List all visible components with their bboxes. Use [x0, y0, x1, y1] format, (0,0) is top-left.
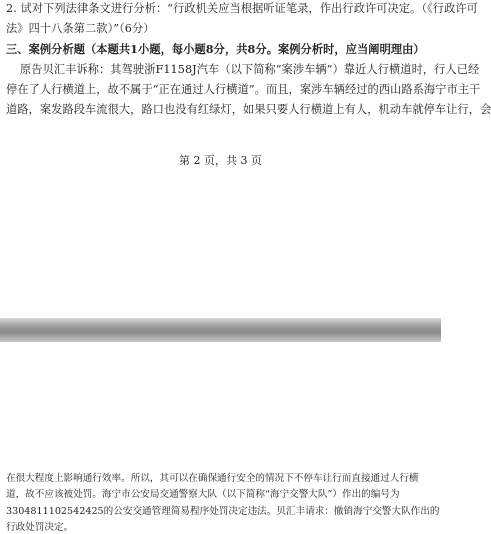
- page-number-footer: 第 2 页，共 3 页: [179, 154, 262, 167]
- case-paragraph-line-1: 原告贝汇丰诉称：其驾驶浙F1158J汽车（以下简称“案涉车辆”）靠近人行横道时，行人已经: [20, 63, 480, 76]
- continued-line-1: 在很大程度上影响通行效率。所以，其可以在确保通行安全的情况下不停车让行而直接通过人行横: [6, 473, 419, 484]
- case-paragraph-line-3: 道路，案发路段车流很大，路口也没有红绿灯，如果只要人行横道上有人，机动车就停车让行，会: [6, 103, 491, 116]
- case-paragraph-line-2: 停在了人行横道上，故不属于“正在通过人行横道”。而且，案涉车辆经过的西山路系海宁市主干: [6, 83, 481, 96]
- question-2-line-2: 法》四十八条第二款）”（6分）: [6, 22, 155, 35]
- page-separator: [0, 318, 441, 342]
- document-page-3: [0, 342, 441, 533]
- continued-line-2: 道，故不应该被处罚。海宁市公安局交通警察大队（以下简称“海宁交警大队”）作出的编号为: [6, 489, 400, 500]
- continued-line-4: 行政处罚决定。: [6, 522, 74, 533]
- continued-line-3: 3304811102542425的公安交通管理简易程序处罚决定违法。贝汇丰请求：撤销海宁交警大队作出的: [6, 506, 440, 517]
- section-three-heading: 三、案例分析题（本题共1小题，每小题8分，共8分。案例分析时，应当阐明理由）: [6, 42, 425, 56]
- question-2-line-1: 2. 试对下列法律条文进行分析：“行政机关应当根据听证笔录，作出行政许可决定。（《行政许可: [6, 2, 478, 15]
